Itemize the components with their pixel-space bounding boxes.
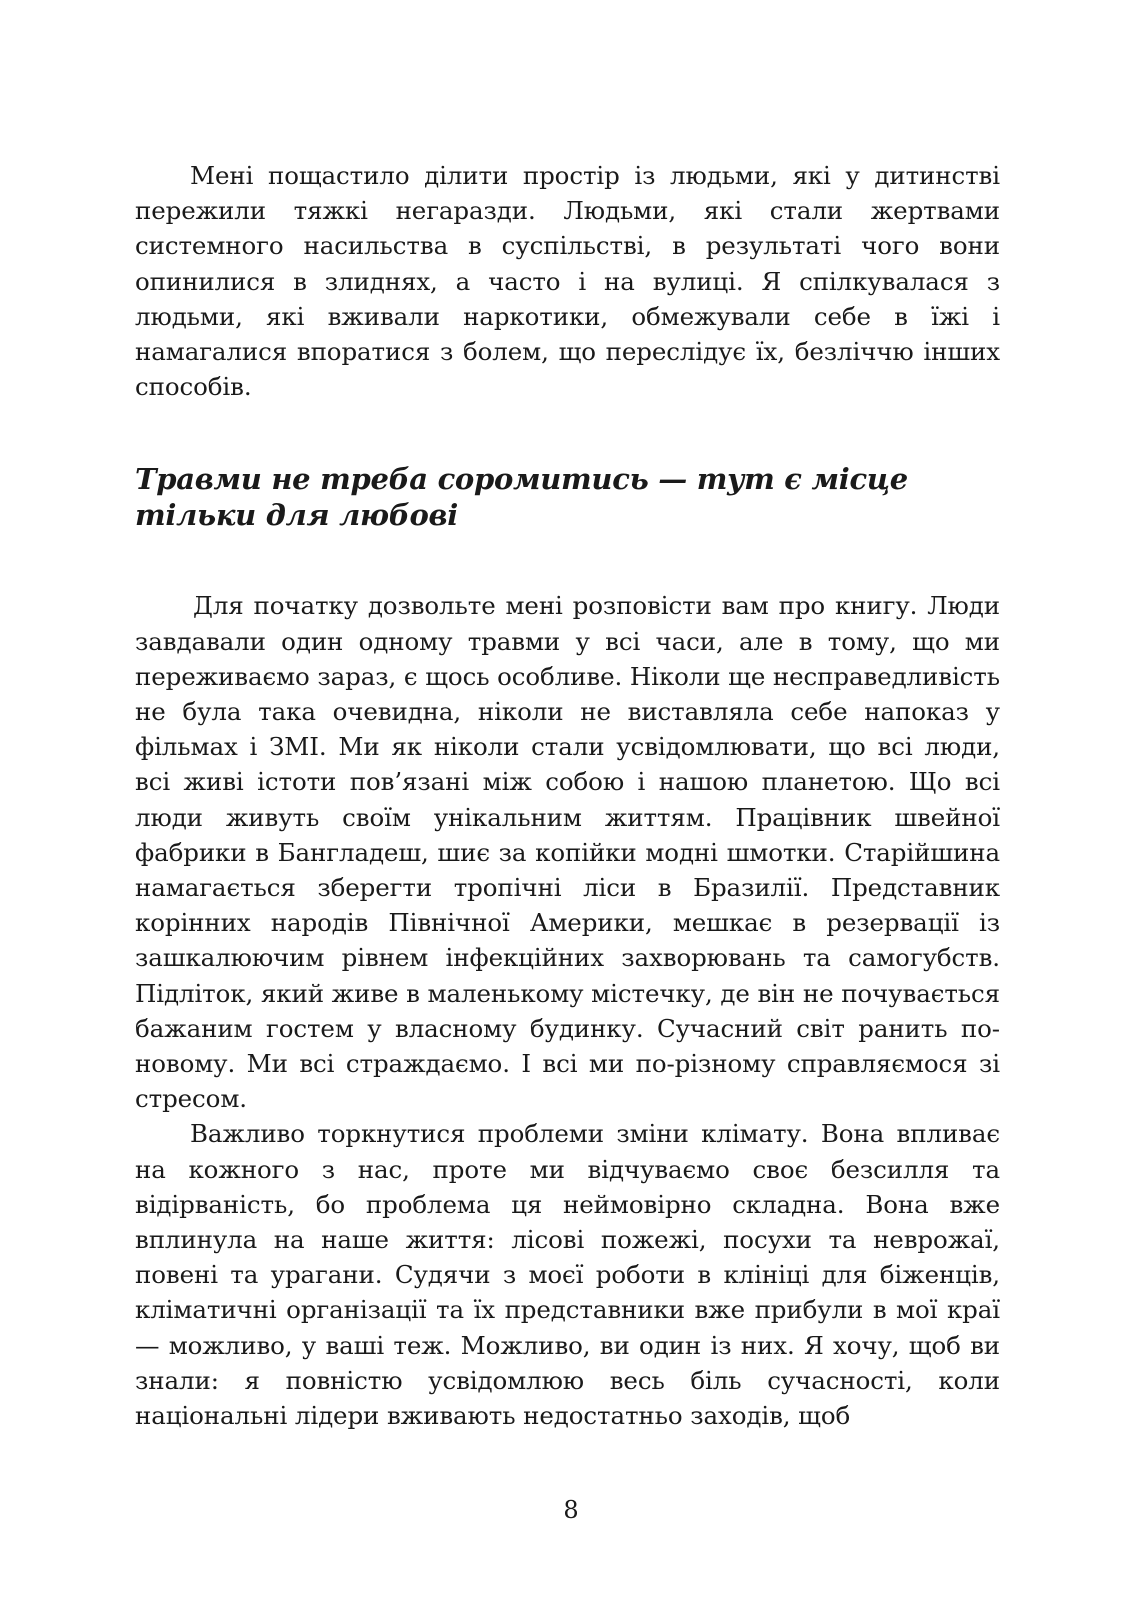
paragraph-book-intro: Для початку дозвольте мені розповісти вам про книгу. Люди завдавали один одному травми у всі часи, але в тому, що ми переживаємо зараз, є щось особливе. Ніколи ще несправедливість не була така очевидна, ніколи не виставляла себе напоказ у фільмах і ЗМІ. Ми як ніколи стали усвідомлювати, що всі люди, всі живі істоти пов’язані між собою і нашою планетою. Що всі люди живуть своїм унікальним життям. Працівник швейної фабрики в Бангладеш, шиє за копійки модні шмотки. Старійшина намагається зберегти тропічні ліси в Бразилії. Представник корінних народів Північної Америки, мешкає в резервації із зашкалюючим рівнем інфекційних захворювань та самогубств. Підліток, який живе в маленькому містечку, де він не почувається бажаним гостем у власному будинку. Сучасний світ ранить по-новому. Ми всі страждаємо. І всі ми по-різному справляємося зі стресом. [135, 591, 1000, 1114]
section-heading: Травми не треба соромитись — тут є місце тільки для любові [135, 462, 908, 533]
page-number: 8 [563, 1496, 579, 1524]
paragraph-climate: Важливо торкнутися проблеми зміни клімату. Вона впливає на кожного з нас, проте ми відчуваємо своє безсилля та відірваність, бо проблема ця неймовірно складна. Вона вже вплинула на наше життя: лісові пожежі, посухи та неврожаї, повені та урагани. Судячи з моєї роботи в клініці для біженців, кліматичні організації та їх представники вже прибули в мої краї — можливо, у ваші теж. Можливо, ви один із них. Я хочу, щоб ви знали: я повністю усвідомлюю весь біль сучасності, коли національні лідери вживають недостатньо заходів, щоб [135, 1119, 1000, 1431]
page-body [135, 158, 1000, 1433]
paragraph-intro: Мені пощастило ділити простір із людьми, які у дитинстві пережили тяжкі негаразди. Людьми, які стали жертвами системного насильства в суспільстві, в результаті чого вони опинилися в злиднях, а часто і на вулиці. Я спілкувалася з людьми, які вживали наркотики, обмежували себе в їжі і намагалися впоратися з болем, що переслідує їх, безліччю інших способів. [135, 161, 1000, 402]
